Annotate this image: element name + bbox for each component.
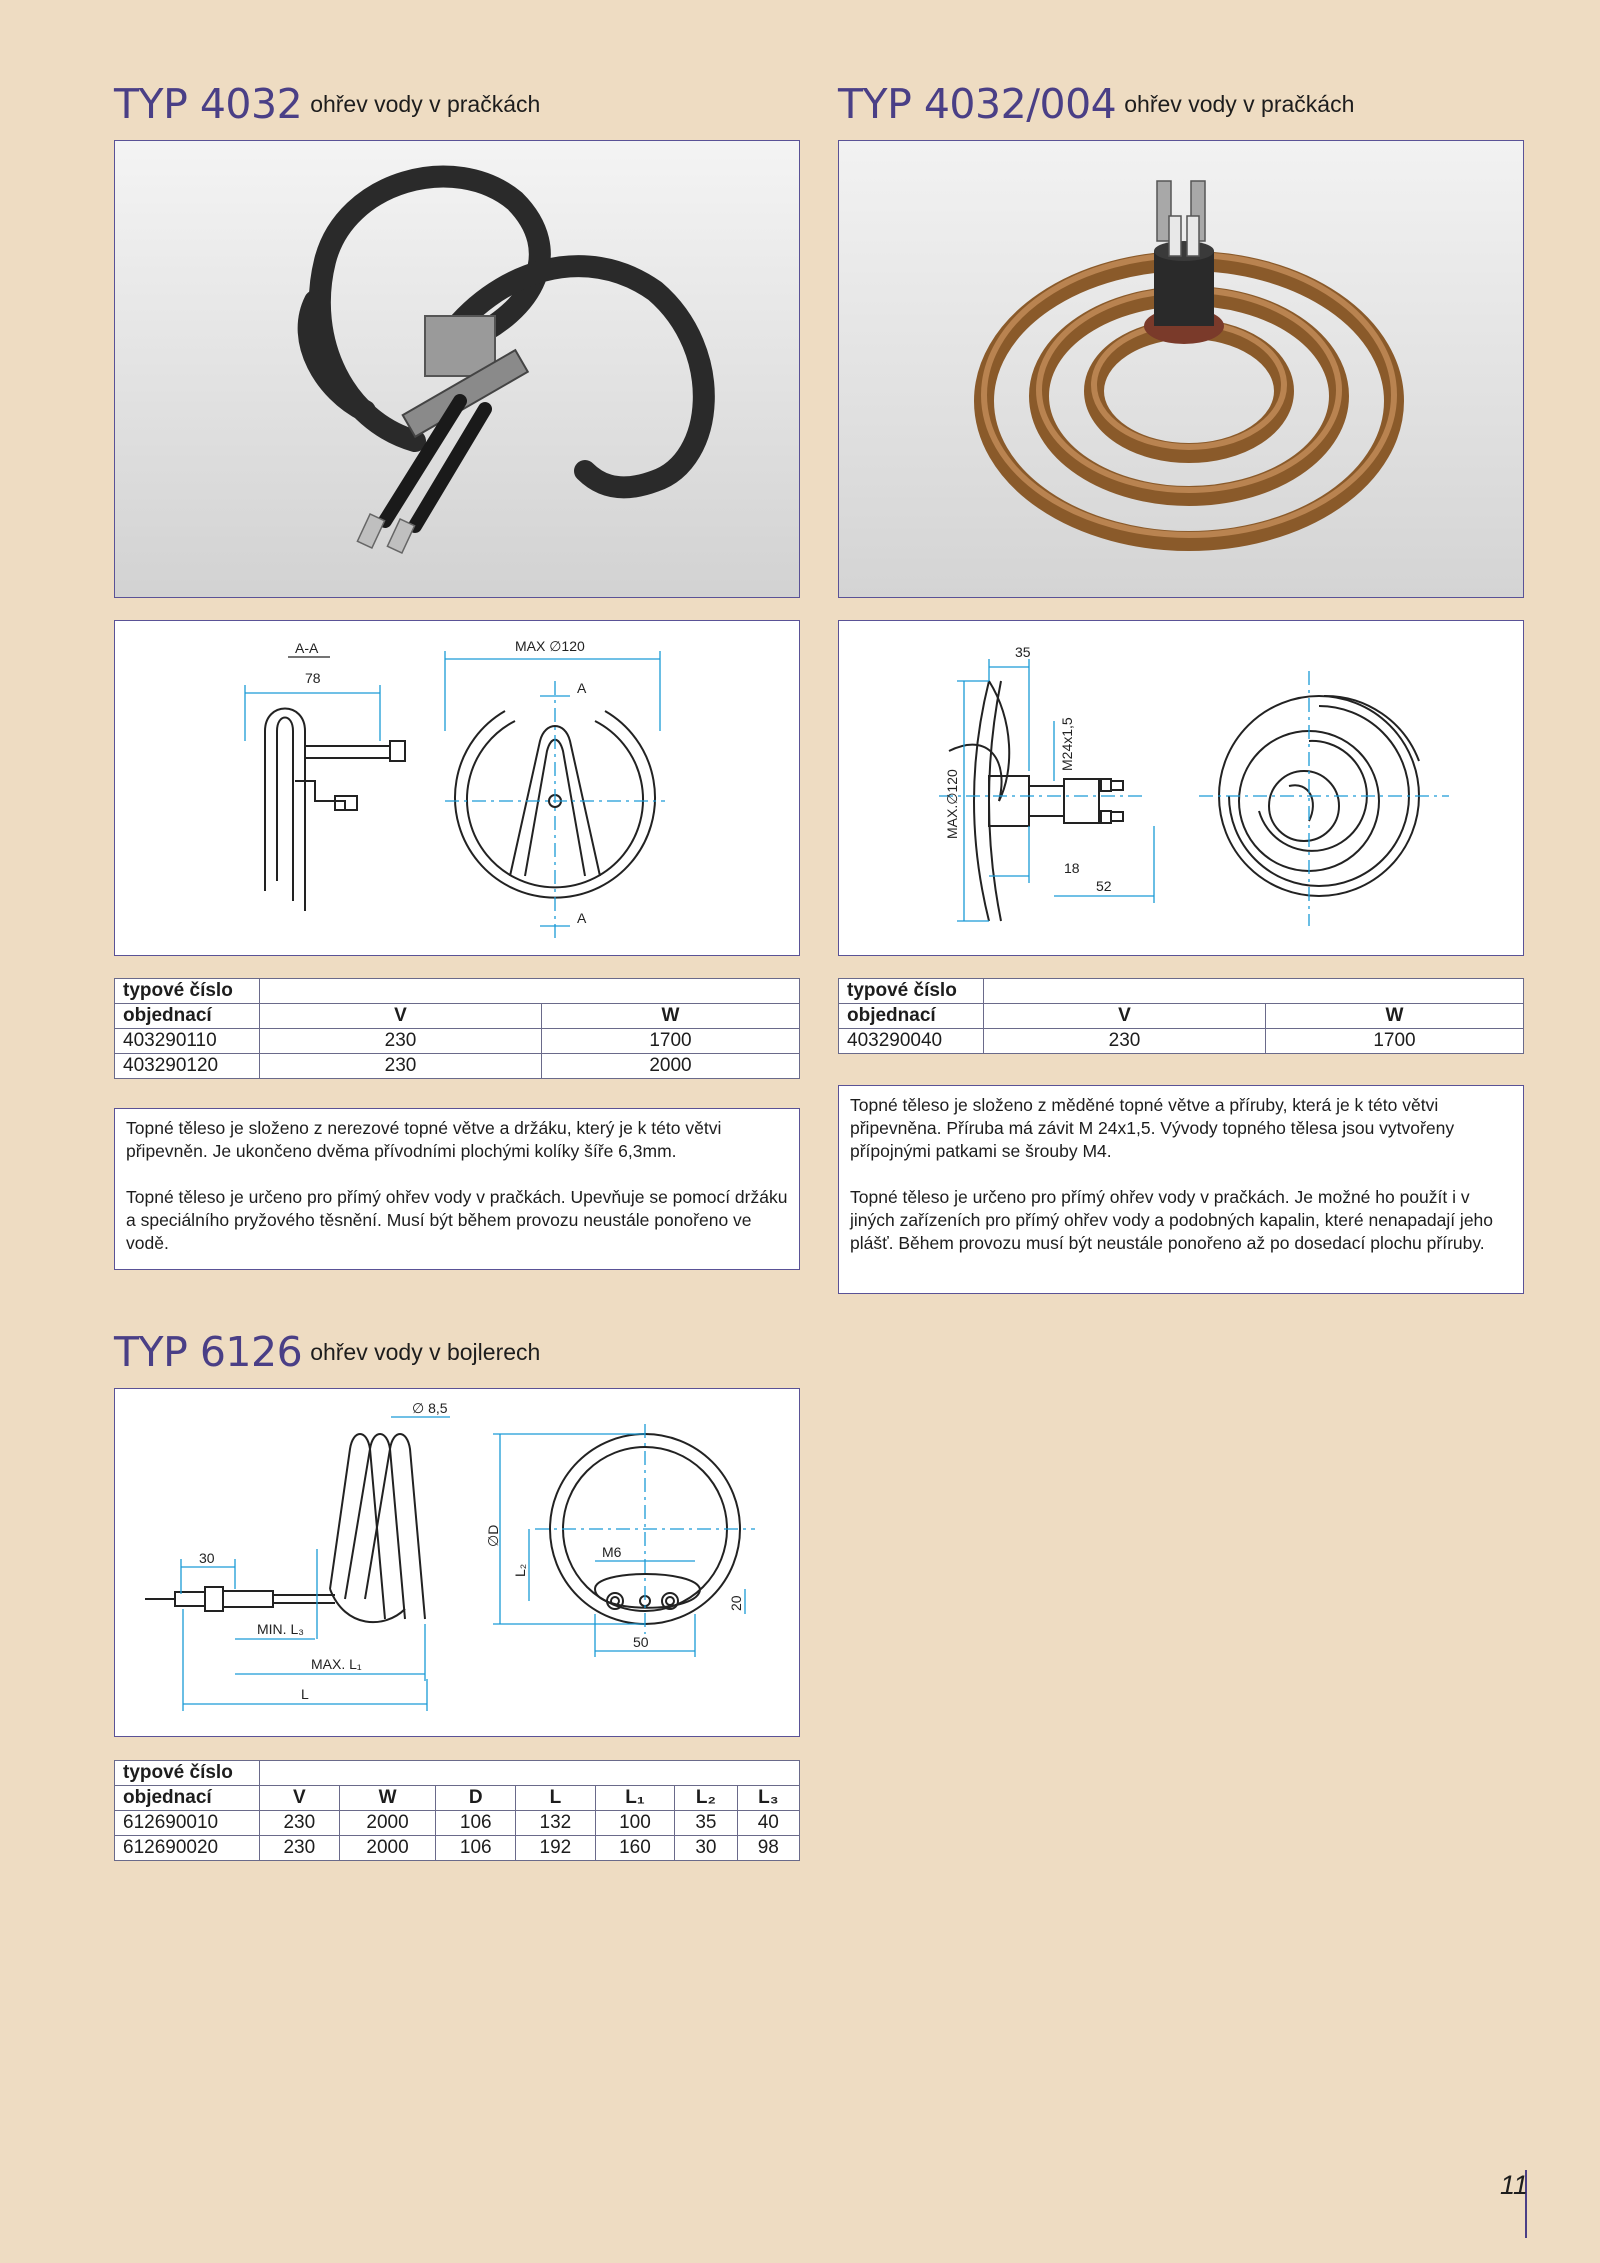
label-20: 20 <box>728 1595 744 1611</box>
cell-w: 2000 <box>339 1811 436 1836</box>
cell-code: 612690010 <box>115 1811 260 1836</box>
cell-w: 1700 <box>1266 1029 1524 1054</box>
drawing-typ-4032 <box>114 620 800 956</box>
table-row <box>115 1054 800 1079</box>
label-d85: ∅ 8,5 <box>412 1400 448 1416</box>
title-typ-4032: TYP 4032 <box>114 80 303 128</box>
cell-v: 230 <box>260 1836 340 1861</box>
cell-v: 230 <box>260 1811 340 1836</box>
label-a-bottom: A <box>577 910 587 926</box>
cell-l3: 98 <box>737 1836 799 1861</box>
cell-w: 1700 <box>542 1029 800 1054</box>
title-typ-6126: TYP 6126 <box>114 1328 303 1376</box>
table-row <box>115 1836 800 1861</box>
label-35: 35 <box>1015 644 1031 660</box>
header-typove-cislo: typové číslo <box>115 979 260 1004</box>
label-width-78: 78 <box>305 670 321 686</box>
header-l: L <box>516 1786 596 1811</box>
description-typ-4032 <box>114 1108 800 1270</box>
cell-l2: 35 <box>675 1811 737 1836</box>
cell-l1: 100 <box>595 1811 675 1836</box>
label-max-d120: MAX ∅120 <box>515 638 585 654</box>
table-row <box>115 1811 800 1836</box>
header-v: V <box>260 1786 340 1811</box>
label-52: 52 <box>1096 878 1112 894</box>
label-max-d120-v: MAX.∅120 <box>944 769 960 839</box>
table-typ-4032 <box>114 978 800 1079</box>
photo-typ-4032-004 <box>838 140 1524 598</box>
cell-code: 403290110 <box>115 1029 260 1054</box>
header-v: V <box>260 1004 542 1029</box>
description-paragraph: Topné těleso je složeno z nerezové topné větve a držáku, který je k této větvi připevněn. Je ukončeno dvěma přívodními plochými kolíky šíře 6,3mm. <box>126 1118 722 1161</box>
table-typ-4032-004 <box>838 978 1524 1054</box>
subtitle-typ-4032-004: ohřev vody v pračkách <box>1124 91 1355 117</box>
drawing-typ-6126 <box>114 1388 800 1737</box>
cell-v: 230 <box>260 1029 542 1054</box>
label-30: 30 <box>199 1550 215 1566</box>
label-m24x15: M24x1,5 <box>1059 717 1075 771</box>
cell-v: 230 <box>984 1029 1266 1054</box>
label-l: L <box>301 1686 309 1702</box>
cell-l2: 30 <box>675 1836 737 1861</box>
cell-code: 403290120 <box>115 1054 260 1079</box>
cell-l3: 40 <box>737 1811 799 1836</box>
header-l1: L₁ <box>595 1786 675 1811</box>
cell-code: 403290040 <box>839 1029 984 1054</box>
label-50: 50 <box>633 1634 649 1650</box>
description-paragraph: Topné těleso je složeno z měděné topné větve a příruby, která je k této větvi připevněna. Příruba má závit M 24x1,5. Vývody topného tělesa jsou vytvořeny přípojnými patkami se šrouby M4. <box>850 1095 1455 1161</box>
header-objednaci: objednací <box>115 1004 260 1029</box>
description-paragraph: Topné těleso je určeno pro přímý ohřev vody v pračkách. Je možné ho použít i v jiných zařízeních pro přímý ohřev vody a podobných kapalin, které nenapadají jeho plášť. Během provozu musí být neustále ponořeno až po dosedací plochu příruby. <box>850 1187 1494 1253</box>
label-18: 18 <box>1064 860 1080 876</box>
header-objednaci: objednací <box>839 1004 984 1029</box>
header-objednaci: objednací <box>115 1786 260 1811</box>
subtitle-typ-4032: ohřev vody v pračkách <box>310 91 541 117</box>
header-v: V <box>984 1004 1266 1029</box>
label-od: ∅D <box>485 1524 501 1547</box>
label-l2: L₂ <box>512 1563 528 1577</box>
subtitle-typ-6126: ohřev vody v bojlerech <box>310 1339 541 1365</box>
cell-v: 230 <box>260 1054 542 1079</box>
table-row <box>115 1029 800 1054</box>
label-a-top: A <box>577 680 587 696</box>
header-l2: L₂ <box>675 1786 737 1811</box>
label-section-aa: A-A <box>295 640 319 656</box>
heading-typ-6126 <box>114 1328 541 1376</box>
heading-typ-4032 <box>114 80 541 128</box>
cell-l1: 160 <box>595 1836 675 1861</box>
cell-code: 612690020 <box>115 1836 260 1861</box>
cell-d: 106 <box>436 1836 516 1861</box>
label-max-l1: MAX. L₁ <box>311 1656 362 1672</box>
table-row <box>839 1029 1524 1054</box>
photo-typ-4032 <box>114 140 800 598</box>
page-number: 11 <box>1499 2170 1528 2200</box>
title-typ-4032-004: TYP 4032/004 <box>838 80 1117 128</box>
drawing-typ-4032-004 <box>838 620 1524 956</box>
description-paragraph: Topné těleso je určeno pro přímý ohřev vody v pračkách. Upevňuje se pomocí držáku a speciálního pryžového těsnění. Musí být během provozu neustále ponořeno ve vodě. <box>126 1187 788 1253</box>
cell-w: 2000 <box>542 1054 800 1079</box>
header-typove-cislo: typové číslo <box>115 1761 260 1786</box>
label-min-l3: MIN. L₃ <box>257 1621 304 1637</box>
header-l3: L₃ <box>737 1786 799 1811</box>
heading-typ-4032-004 <box>838 80 1355 128</box>
cell-w: 2000 <box>339 1836 436 1861</box>
header-w: W <box>339 1786 436 1811</box>
header-w: W <box>542 1004 800 1029</box>
description-typ-4032-004 <box>838 1085 1524 1294</box>
header-typove-cislo: typové číslo <box>839 979 984 1004</box>
cell-l: 132 <box>516 1811 596 1836</box>
label-m6: M6 <box>602 1544 622 1560</box>
header-d: D <box>436 1786 516 1811</box>
cell-l: 192 <box>516 1836 596 1861</box>
cell-d: 106 <box>436 1811 516 1836</box>
table-typ-6126 <box>114 1760 800 1861</box>
header-w: W <box>1266 1004 1524 1029</box>
